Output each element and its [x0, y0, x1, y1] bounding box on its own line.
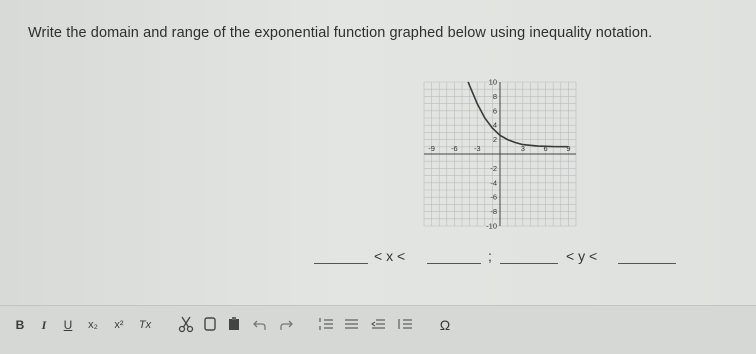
unordered-list-icon	[343, 315, 359, 333]
exponential-graph	[420, 70, 582, 230]
y-tick-label: 4	[492, 120, 497, 130]
y-tick-label: 6	[492, 106, 497, 116]
scissors-icon	[178, 315, 194, 333]
domain-upper-blank[interactable]	[427, 263, 481, 264]
x-tick-label: 6	[543, 144, 548, 153]
clipboard-icon	[226, 315, 242, 333]
redo-icon	[278, 315, 294, 333]
range-upper-blank[interactable]	[618, 263, 676, 264]
ordered-list-icon	[318, 315, 334, 333]
x-tick-label: -3	[473, 144, 481, 153]
y-tick-label: -6	[490, 192, 497, 202]
cut-button[interactable]	[178, 315, 196, 335]
underline-button[interactable]: U	[63, 318, 73, 332]
redo-button[interactable]	[278, 315, 296, 335]
answer-row	[0, 248, 756, 270]
bold-button[interactable]: B	[15, 318, 25, 332]
y-tick-label: -2	[490, 163, 497, 173]
answer-separator: ;	[488, 248, 492, 264]
paste-button[interactable]	[226, 315, 244, 335]
y-tick-label: -10	[486, 221, 497, 230]
ordered-list-button[interactable]	[318, 315, 336, 335]
clear-format-button[interactable]: Tx	[138, 319, 152, 331]
special-character-button[interactable]: Ω	[439, 317, 451, 333]
domain-lower-blank[interactable]	[314, 263, 368, 264]
domain-inequality: < x <	[374, 248, 406, 264]
outdent-icon	[370, 315, 386, 333]
x-tick-label: -9	[428, 144, 435, 153]
copy-icon	[202, 315, 218, 333]
y-tick-label: -8	[490, 207, 497, 217]
range-inequality: < y <	[566, 248, 598, 264]
subscript-button[interactable]: x₂	[88, 319, 98, 331]
editor-toolbar	[0, 305, 756, 354]
italic-button[interactable]: I	[41, 318, 47, 332]
indent-icon	[397, 315, 413, 333]
y-tick-label: 8	[492, 91, 497, 101]
y-tick-label: -4	[490, 178, 497, 188]
y-tick-label: 2	[492, 135, 497, 145]
unordered-list-button[interactable]	[343, 315, 361, 335]
x-tick-label: 3	[520, 144, 525, 153]
copy-button[interactable]	[202, 315, 220, 335]
x-tick-label: -6	[451, 144, 458, 153]
undo-icon	[252, 315, 268, 333]
x-tick-label: 9	[566, 144, 571, 153]
superscript-button[interactable]: x²	[114, 319, 124, 331]
indent-button[interactable]	[397, 315, 415, 335]
outdent-button[interactable]	[370, 315, 388, 335]
undo-button[interactable]	[252, 315, 270, 335]
range-lower-blank[interactable]	[500, 263, 558, 264]
y-tick-label: 10	[488, 77, 497, 87]
question-text: Write the domain and range of the exponential function graphed below using inequality notation.	[28, 25, 653, 41]
